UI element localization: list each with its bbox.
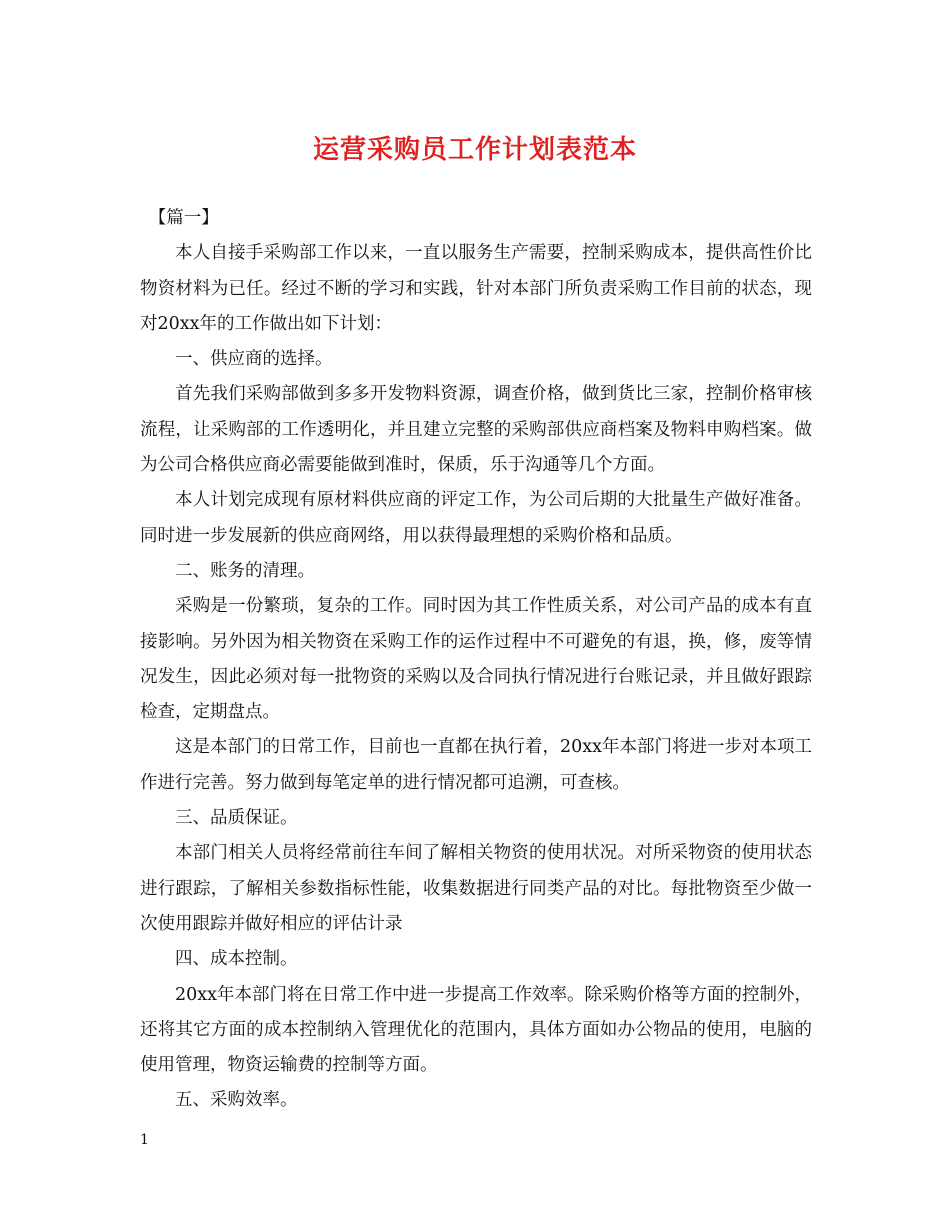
paragraph-accounts-cleanup: 采购是一份繁琐，复杂的工作。同时因为其工作性质关系，对公司产品的成本有直接影响。另外因为相关物资在采购工作的运作过程中不可避免的有退，换，修，废等情况发生，因此必须对每一批物资的采购以及合同执行情况进行台账记录，并且做好跟踪检查，定期盘点。 [140,596,812,723]
section-tag: 【篇一】 [148,208,219,228]
heading-accounts-cleanup: 二、账务的清理。 [175,560,315,581]
document-body [140,201,812,1119]
heading-supplier-selection: 一、供应商的选择。 [175,349,333,370]
paragraph-daily-work: 这是本部门的日常工作，目前也一直都在执行着，20xx年本部门将进一步对本项工作进行完善。努力做到每笔定单的进行情况都可追溯，可查核。 [140,737,813,793]
document-title: 运营采购员工作计划表范本 [312,135,637,165]
paragraph-quality-assurance: 本部门相关人员将经常前往车间了解相关物资的使用状况。对所采物资的使用状态进行跟踪，了解相关参数指标性能，收集数据进行同类产品的对比。每批物资至少做一次使用跟踪并做好相应的评估计录 [140,843,812,934]
paragraph-supplier-evaluation: 本人计划完成现有原材料供应商的评定工作，为公司后期的大批量生产做好准备。同时进一步发展新的供应商网络，用以获得最理想的采购价格和品质。 [140,490,812,546]
paragraph-cost-control: 20xx年本部门将在日常工作中进一步提高工作效率。除采购价格等方面的控制外，还将其它方面的成本控制纳入管理优化的范围内，具体方面如办公物品的使用，电脑的使用管理，物资运输费的控制等方面。 [140,984,813,1076]
heading-cost-control: 四、成本控制。 [175,949,298,970]
paragraph-supplier-selection: 首先我们采购部做到多多开发物料资源，调查价格，做到货比三家，控制价格审核流程，让采购部的工作透明化，并且建立完整的采购部供应商档案及物料申购档案。做为公司合格供应商必需要能做到准时，保质，乐于沟通等几个方面。 [140,384,812,476]
paragraph-intro: 本人自接手采购部工作以来，一直以服务生产需要，控制采购成本，提供高性价比物资材料为已任。经过不断的学习和实践，针对本部门所负责采购工作目前的状态，现对20xx年的工作做出如下计划： [140,243,812,334]
heading-quality-assurance: 三、品质保证。 [175,808,298,829]
heading-procurement-efficiency: 五、采购效率。 [175,1090,298,1111]
page-number: 1 [140,1132,149,1148]
